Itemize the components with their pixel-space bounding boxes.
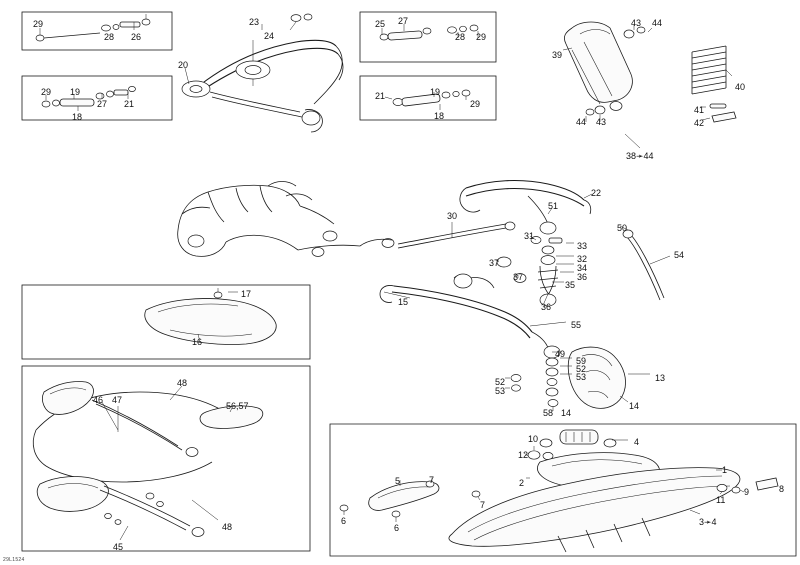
upper-control-arm bbox=[460, 181, 592, 234]
callout-c16: 16 bbox=[192, 337, 203, 347]
callout-c46: 46 bbox=[93, 395, 104, 405]
callout-c58: 58 bbox=[543, 408, 554, 418]
callout-c28a: 28 bbox=[104, 32, 115, 42]
callout-c32: 32 bbox=[577, 254, 588, 264]
callout-c49: 49 bbox=[555, 349, 566, 359]
callout-c26: 26 bbox=[131, 32, 142, 42]
callout-c41: 41 bbox=[694, 105, 705, 115]
callout-c30: 30 bbox=[447, 211, 458, 221]
panel-ski bbox=[330, 424, 796, 556]
callout-c50: 50 bbox=[617, 223, 628, 233]
callout-c52b: 52 bbox=[495, 377, 506, 387]
callout-c48a: 48 bbox=[177, 378, 188, 388]
callout-c33: 33 bbox=[577, 241, 588, 251]
callout-c1: 1 bbox=[722, 465, 728, 475]
callout-c47: 47 bbox=[112, 395, 123, 405]
callout-c44a: 44 bbox=[652, 18, 663, 28]
callout-c20: 20 bbox=[178, 60, 189, 70]
callout-c43a: 43 bbox=[631, 18, 642, 28]
shock-absorber-assembly bbox=[563, 22, 736, 148]
callout-c14a: 14 bbox=[561, 408, 572, 418]
callout-c29c: 29 bbox=[41, 87, 52, 97]
callout-c28b: 28 bbox=[455, 32, 466, 42]
callout-c36b: 36 bbox=[541, 302, 552, 312]
upper-a-arm-assembly bbox=[182, 14, 343, 132]
callout-c8: 8 bbox=[779, 484, 785, 494]
callout-c56-57: 56,57 bbox=[226, 401, 249, 411]
callout-c21b: 21 bbox=[375, 91, 386, 101]
callout-c15: 15 bbox=[398, 297, 409, 307]
callout-c7a: 7 bbox=[429, 475, 435, 485]
callout-c29d: 29 bbox=[470, 99, 481, 109]
callout-c4a: 4 bbox=[634, 437, 640, 447]
callout-c13: 13 bbox=[655, 373, 666, 383]
callout-c55: 55 bbox=[571, 320, 582, 330]
callout-c11: 11 bbox=[716, 495, 726, 505]
callout-c52a: 52 bbox=[576, 364, 587, 374]
callout-c25: 25 bbox=[375, 19, 386, 29]
panel-upper-left-a bbox=[22, 12, 172, 50]
panel-bumper bbox=[22, 285, 310, 359]
callout-c19b: 19 bbox=[430, 87, 441, 97]
sheet-code: 29L1524 bbox=[3, 557, 25, 563]
callout-c29b: 29 bbox=[476, 32, 487, 42]
callout-c9: 9 bbox=[744, 487, 750, 497]
callout-c2: 2 bbox=[519, 478, 525, 488]
callout-c7b: 7 bbox=[480, 500, 486, 510]
callout-c12: 12 bbox=[518, 450, 529, 460]
callout-c42: 42 bbox=[694, 118, 705, 128]
lower-control-arm bbox=[380, 274, 566, 348]
callout-c59: 59 bbox=[576, 356, 587, 366]
callout-c23: 23 bbox=[249, 17, 260, 27]
callout-c45: 45 bbox=[113, 542, 124, 552]
callout-c17: 17 bbox=[241, 289, 252, 299]
callout-c35: 35 bbox=[565, 280, 576, 290]
callout-c37a: 37 bbox=[489, 258, 500, 268]
callout-c48b: 48 bbox=[222, 522, 233, 532]
panel-upper-left-b bbox=[22, 76, 172, 120]
callout-c34: 34 bbox=[577, 263, 588, 273]
callout-c51: 51 bbox=[548, 201, 559, 211]
callout-c29a: 29 bbox=[33, 19, 44, 29]
front-frame-assembly bbox=[178, 182, 394, 257]
callout-c27b: 27 bbox=[97, 99, 108, 109]
coil-spring bbox=[692, 46, 732, 94]
callout-c18b: 18 bbox=[434, 111, 445, 121]
callout-c54: 54 bbox=[674, 250, 685, 260]
callout-c6a: 6 bbox=[341, 516, 347, 526]
callout-c14b: 14 bbox=[629, 401, 640, 411]
callout-c10: 10 bbox=[528, 434, 539, 444]
callout-c27a: 27 bbox=[398, 16, 409, 26]
callout-c37b: 37 bbox=[513, 272, 524, 282]
callout-c53b: 53 bbox=[495, 386, 506, 396]
callout-c53a: 53 bbox=[576, 372, 587, 382]
sway-bar bbox=[398, 222, 515, 248]
panel-chassis bbox=[22, 366, 310, 551]
callout-c44b: 44 bbox=[576, 117, 587, 127]
callout-c31: 31 bbox=[524, 231, 535, 241]
callout-c22: 22 bbox=[591, 188, 602, 198]
callout-c40: 40 bbox=[735, 82, 746, 92]
callout-c21a: 21 bbox=[124, 99, 135, 109]
callout-c6b: 6 bbox=[394, 523, 400, 533]
callout-c36a: 36 bbox=[577, 272, 588, 282]
callout-c39: 39 bbox=[552, 50, 563, 60]
callout-c19a: 19 bbox=[70, 87, 81, 97]
callout-c43b: 43 bbox=[596, 117, 607, 127]
callout-c5: 5 bbox=[395, 476, 401, 486]
callout-c38-44: 38➛44 bbox=[626, 151, 654, 161]
callout-c18a: 18 bbox=[72, 112, 83, 122]
callout-c24: 24 bbox=[264, 31, 275, 41]
callout-c3-4: 3➛4 bbox=[699, 517, 717, 527]
